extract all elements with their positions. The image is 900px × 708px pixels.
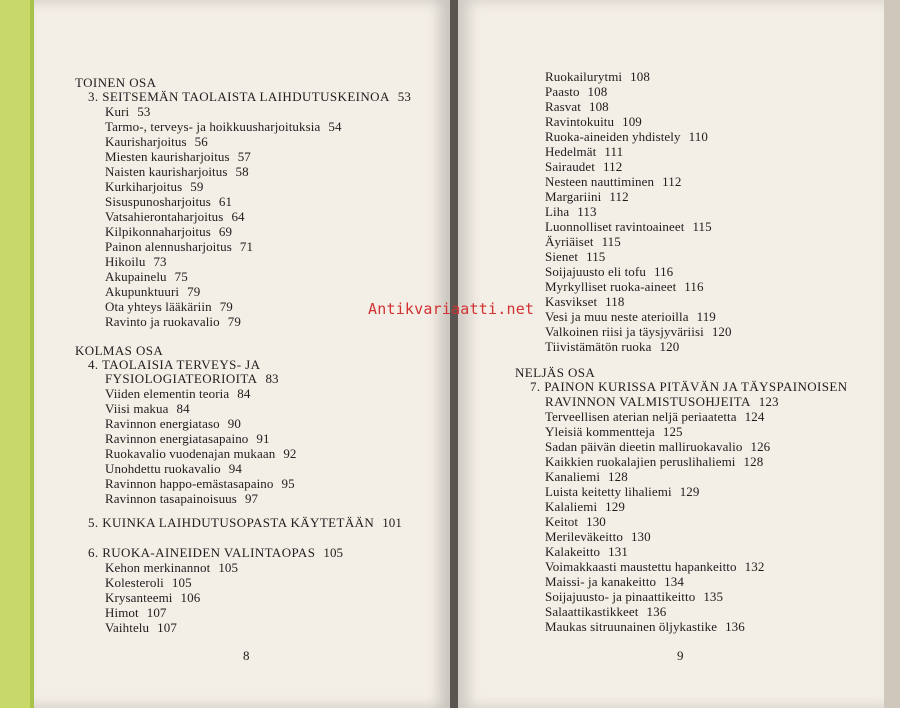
toc-entry-title: Hedelmät [545, 144, 597, 159]
toc-entry-page: 112 [662, 174, 682, 189]
toc-entry-title: Krysanteemi [105, 590, 173, 605]
toc-entry-page: 119 [696, 309, 716, 324]
toc-entry [545, 530, 651, 544]
toc-entry [105, 255, 167, 269]
toc-entry [105, 150, 251, 164]
toc-entry-page: 75 [174, 269, 188, 284]
toc-entry-title: Terveellisen aterian neljä periaatetta [545, 409, 737, 424]
toc-entry-title: Margariini [545, 189, 602, 204]
toc-entry-page: 59 [190, 179, 204, 194]
toc-entry-title: 4. TAOLAISIA TERVEYS- JA [88, 357, 261, 372]
toc-entry [545, 560, 764, 574]
toc-entry-page: 120 [711, 324, 732, 339]
toc-entry-title: Kaikkien ruokalajien peruslihaliemi [545, 454, 736, 469]
page-stack-edge [884, 0, 900, 708]
toc-entry [88, 358, 260, 372]
toc-entry [105, 240, 253, 254]
toc-entry-title: Rasvat [545, 99, 581, 114]
toc-entry-title: Kalaliemi [545, 499, 598, 514]
toc-entry [105, 195, 232, 209]
toc-entry [105, 225, 232, 239]
toc-entry [105, 120, 342, 134]
toc-entry-page: 109 [622, 114, 642, 129]
toc-entry-page: 53 [137, 104, 151, 119]
toc-entry-title: Vatsahierontaharjoitus [105, 209, 224, 224]
toc-entry [545, 470, 628, 484]
toc-entry [545, 190, 629, 204]
toc-entry [545, 130, 708, 144]
toc-entry-page: 116 [684, 279, 704, 294]
toc-entry-title: Akupainelu [105, 269, 167, 284]
toc-entry-title: Viisi makua [105, 401, 169, 416]
book-gutter [450, 0, 458, 708]
right-page-number: 9 [677, 648, 684, 663]
toc-entry-page: 112 [603, 159, 623, 174]
toc-entry-title: Kolesteroli [105, 575, 164, 590]
toc-entry [545, 500, 625, 514]
toc-entry-title: Tiivistämätön ruoka [545, 339, 652, 354]
toc-entry-title: Sienet [545, 249, 579, 264]
toc-entry [105, 492, 258, 506]
toc-entry [545, 425, 683, 439]
toc-entry-page: 53 [397, 89, 411, 104]
toc-entry [105, 402, 190, 416]
toc-entry [545, 515, 606, 529]
toc-entry-title: KOLMAS OSA [75, 343, 164, 358]
toc-entry [105, 462, 242, 476]
toc-entry-title: Kehon merkinannot [105, 560, 211, 575]
toc-entry-page: 64 [231, 209, 245, 224]
toc-entry-title: Merileväkeitto [545, 529, 623, 544]
toc-entry-page: 118 [605, 294, 625, 309]
toc-entry [545, 145, 623, 159]
toc-entry [88, 516, 402, 530]
toc-entry [105, 180, 203, 194]
toc-entry-title: Voimakkaasti maustettu hapankeitto [545, 559, 737, 574]
toc-entry [545, 340, 679, 354]
toc-entry [105, 315, 241, 329]
toc-entry [545, 295, 625, 309]
toc-entry-title: Tarmo-, terveys- ja hoikkuusharjoituksia [105, 119, 321, 134]
toc-entry-page: 57 [237, 149, 251, 164]
toc-entry-title: Naisten kaurisharjoitus [105, 164, 228, 179]
toc-entry-page: 92 [283, 446, 297, 461]
toc-entry-page: 130 [630, 529, 651, 544]
toc-entry [105, 576, 192, 590]
toc-entry [545, 85, 607, 99]
toc-entry [545, 325, 732, 339]
toc-entry [105, 477, 295, 491]
toc-entry-page: 108 [588, 99, 609, 114]
toc-entry-page: 91 [256, 431, 270, 446]
toc-entry-title: Himot [105, 605, 139, 620]
green-cover-edge [0, 0, 34, 708]
toc-entry-page: 116 [653, 264, 674, 279]
toc-entry-title: Kasvikset [545, 294, 598, 309]
toc-entry-title: Ravinnon energiatasapaino [105, 431, 249, 446]
toc-entry-title: Paasto [545, 84, 580, 99]
toc-entry-page: 79 [187, 284, 201, 299]
toc-entry-page: 131 [608, 544, 628, 559]
toc-entry-title: Ravinnon happo-emästasapaino [105, 476, 274, 491]
toc-entry-page: 79 [219, 299, 233, 314]
toc-entry [75, 76, 156, 90]
toc-entry-page: 107 [157, 620, 177, 635]
toc-entry-page: 135 [703, 589, 724, 604]
toc-entry [105, 447, 297, 461]
toc-entry-page: 124 [744, 409, 765, 424]
toc-entry [530, 380, 848, 394]
toc-entry-page: 106 [180, 590, 201, 605]
toc-entry-page: 73 [153, 254, 167, 269]
toc-entry-page: 105 [218, 560, 239, 575]
toc-entry-title: Unohdettu ruokavalio [105, 461, 221, 476]
toc-entry [545, 100, 609, 114]
toc-entry [105, 372, 279, 386]
toc-entry-page: 128 [743, 454, 764, 469]
toc-entry-title: FYSIOLOGIATEORIOITA [105, 371, 258, 386]
toc-entry [545, 410, 764, 424]
toc-entry-title: Myrkylliset ruoka-aineet [545, 279, 677, 294]
toc-entry-page: 113 [577, 204, 597, 219]
toc-entry-page: 107 [146, 605, 167, 620]
toc-entry [105, 285, 200, 299]
toc-entry-page: 136 [646, 604, 667, 619]
toc-entry [545, 395, 779, 409]
toc-entry-title: 7. PAINON KURISSA PITÄVÄN JA TÄYSPAINOISEN [530, 379, 848, 394]
toc-entry-title: Salaattikastikkeet [545, 604, 639, 619]
toc-entry-title: Luista keitetty lihaliemi [545, 484, 672, 499]
toc-entry-title: Luonnolliset ravintoaineet [545, 219, 685, 234]
toc-entry-title: Vesi ja muu neste aterioilla [545, 309, 689, 324]
toc-entry-page: 120 [659, 339, 680, 354]
toc-entry-title: Kilpikonnaharjoitus [105, 224, 211, 239]
toc-entry-title: Hikoilu [105, 254, 146, 269]
toc-entry-page: 130 [586, 514, 606, 529]
toc-entry-title: Vaihtelu [105, 620, 150, 635]
toc-entry [88, 546, 343, 560]
toc-entry [545, 160, 622, 174]
toc-entry [545, 70, 650, 84]
toc-entry-page: 61 [218, 194, 233, 209]
toc-entry [75, 344, 163, 358]
toc-entry-title: Soijajuusto eli tofu [545, 264, 646, 279]
toc-entry [105, 135, 208, 149]
toc-entry [105, 417, 241, 431]
toc-entry-title: Maissi- ja kanakeitto [545, 574, 657, 589]
toc-entry-title: TOINEN OSA [75, 75, 157, 90]
toc-entry-title: Liha [545, 204, 570, 219]
toc-entry-title: Ravinnon energiataso [105, 416, 220, 431]
toc-entry-page: 126 [750, 439, 771, 454]
toc-entry-title: NELJÄS OSA [515, 365, 596, 380]
toc-entry-page: 95 [281, 476, 295, 491]
toc-entry-title: Maukas sitruunainen öljykastike [545, 619, 718, 634]
toc-entry-title: Sadan päivän dieetin malliruokavalio [545, 439, 743, 454]
toc-entry [105, 165, 249, 179]
toc-entry-title: Sisuspunosharjoitus [105, 194, 211, 209]
toc-entry-page: 105 [323, 545, 344, 560]
toc-entry-page: 94 [228, 461, 242, 476]
toc-entry-title: Ravintokuitu [545, 114, 615, 129]
toc-entry-page: 71 [239, 239, 254, 254]
toc-entry-title: Kaurisharjoitus [105, 134, 187, 149]
toc-entry-title: Ruokavalio vuodenajan mukaan [105, 446, 276, 461]
toc-entry [545, 265, 673, 279]
toc-entry-title: Painon alennusharjoitus [105, 239, 232, 254]
toc-entry-page: 69 [218, 224, 233, 239]
toc-entry-title: Sairaudet [545, 159, 595, 174]
toc-entry-title: Nesteen nauttiminen [545, 174, 655, 189]
toc-entry-title: Kanaliemi [545, 469, 601, 484]
toc-entry [545, 115, 642, 129]
toc-entry [105, 387, 250, 401]
toc-entry-page: 136 [725, 619, 745, 634]
toc-entry-page: 132 [744, 559, 765, 574]
toc-entry [545, 205, 597, 219]
toc-entry-title: Kurkiharjoitus [105, 179, 183, 194]
toc-entry-page: 79 [227, 314, 241, 329]
toc-entry-title: Äyriäiset [545, 234, 594, 249]
toc-entry [545, 175, 681, 189]
toc-entry [545, 455, 763, 469]
toc-entry-page: 111 [604, 144, 624, 159]
toc-entry [105, 210, 245, 224]
toc-entry-page: 115 [586, 249, 606, 264]
toc-entry-page: 105 [171, 575, 192, 590]
toc-entry-page: 97 [244, 491, 259, 506]
toc-entry-title: Ravinto ja ruokavalio [105, 314, 220, 329]
toc-entry-page: 101 [382, 515, 403, 530]
toc-entry-title: Kalakeitto [545, 544, 601, 559]
toc-entry-title: Miesten kaurisharjoitus [105, 149, 230, 164]
toc-entry [545, 545, 628, 559]
toc-entry-page: 129 [679, 484, 700, 499]
toc-entry [545, 605, 666, 619]
toc-entry [105, 561, 238, 575]
left-page-number: 8 [243, 648, 250, 663]
toc-entry-title: 3. SEITSEMÄN TAOLAISTA LAIHDUTUSKEINOA [88, 89, 390, 104]
toc-entry [545, 440, 770, 454]
toc-entry [105, 432, 270, 446]
toc-entry-title: Ota yhteys lääkäriin [105, 299, 212, 314]
toc-entry-title: Kuri [105, 104, 130, 119]
toc-entry [545, 250, 605, 264]
toc-entry-page: 83 [265, 371, 279, 386]
toc-entry-title: Keitot [545, 514, 579, 529]
toc-entry-page: 84 [237, 386, 251, 401]
toc-entry [105, 270, 188, 284]
toc-entry [545, 620, 745, 634]
toc-entry-title: Akupunktuuri [105, 284, 180, 299]
toc-entry [545, 280, 704, 294]
toc-entry-title: Valkoinen riisi ja täysjyväriisi [545, 324, 704, 339]
toc-entry-page: 110 [688, 129, 708, 144]
toc-entry-page: 125 [662, 424, 683, 439]
toc-entry [545, 310, 716, 324]
toc-entry-title: Yleisiä kommentteja [545, 424, 655, 439]
toc-entry-page: 90 [227, 416, 241, 431]
toc-entry [105, 591, 200, 605]
watermark-text: Antikvariaatti.net [368, 300, 535, 318]
toc-entry [545, 235, 621, 249]
toc-entry-page: 115 [601, 234, 621, 249]
toc-entry-page: 123 [758, 394, 779, 409]
toc-entry [545, 575, 684, 589]
toc-entry-page: 115 [692, 219, 712, 234]
toc-entry-title: Ruokailurytmi [545, 69, 623, 84]
toc-entry-title: Soijajuusto- ja pinaattikeitto [545, 589, 696, 604]
toc-entry [105, 606, 167, 620]
toc-entry-page: 54 [328, 119, 342, 134]
toc-entry-page: 84 [176, 401, 190, 416]
toc-entry [545, 590, 723, 604]
toc-entry [105, 105, 150, 119]
toc-entry-title: Ravinnon tasapainoisuus [105, 491, 237, 506]
toc-entry-page: 128 [608, 469, 628, 484]
toc-entry-page: 112 [609, 189, 629, 204]
toc-entry-page: 58 [235, 164, 249, 179]
toc-entry-title: Viiden elementin teoria [105, 386, 230, 401]
toc-entry-title: 6. RUOKA-AINEIDEN VALINTAOPAS [88, 545, 316, 560]
toc-entry-title: RAVINNON VALMISTUSOHJEITA [545, 394, 751, 409]
toc-entry-page: 108 [587, 84, 608, 99]
toc-entry [105, 621, 177, 635]
toc-entry [545, 485, 700, 499]
toc-entry-page: 56 [194, 134, 208, 149]
toc-entry-page: 134 [664, 574, 684, 589]
toc-entry [88, 90, 411, 104]
toc-entry [545, 220, 712, 234]
toc-entry [515, 366, 595, 380]
toc-entry-page: 129 [605, 499, 625, 514]
toc-entry [105, 300, 233, 314]
toc-entry-title: Ruoka-aineiden yhdistely [545, 129, 681, 144]
toc-entry-title: 5. KUINKA LAIHDUTUSOPASTA KÄYTETÄÄN [88, 515, 375, 530]
toc-entry-page: 108 [630, 69, 650, 84]
